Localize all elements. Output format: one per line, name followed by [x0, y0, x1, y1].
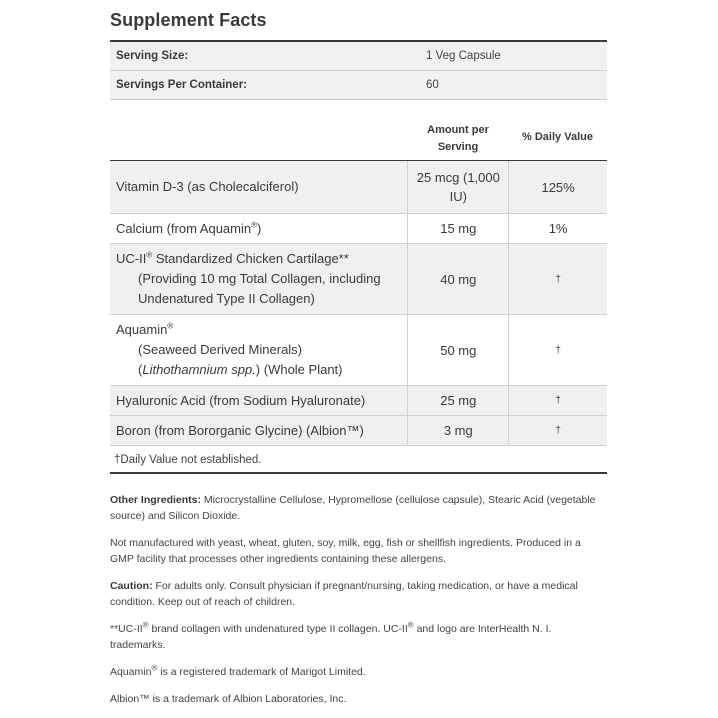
- table-row: [110, 386, 607, 416]
- nutrient-name: Boron (from Bororganic Glycine) (Albion™): [116, 422, 364, 438]
- nutrient-dv: 125%: [508, 161, 607, 213]
- nutrient-amount: 15 mg: [407, 214, 508, 243]
- nutrient-subtext: Undenatured Type II Collagen): [138, 291, 315, 306]
- serving-size-label: Serving Size:: [116, 50, 189, 62]
- other-ingredients: Other Ingredients: Microcrystalline Cellulose, Hypromellose (cellulose capsule), Stearic Acid (vegetable source) and Silicon Dioxide.: [110, 494, 596, 522]
- nutrient-dv: †: [508, 386, 607, 415]
- table-row: [110, 161, 607, 214]
- nutrient-name: Hyaluronic Acid (from Sodium Hyaluronate): [116, 392, 366, 408]
- nutrient-name: Aquamin®: [116, 321, 174, 337]
- nutrient-dv: †: [508, 416, 607, 445]
- daily-value-footnote: †Daily Value not established.: [110, 447, 607, 474]
- nutrient-amount: 40 mg: [407, 244, 508, 314]
- serving-size-value: 1 Veg Capsule: [426, 50, 501, 62]
- albion-trademark-note: Albion™ is a trademark of Albion Laboratories, Inc.: [110, 693, 347, 705]
- page-title: Supplement Facts: [110, 10, 267, 30]
- nutrient-dv: †: [508, 315, 607, 385]
- servings-per-container-label: Servings Per Container:: [116, 79, 248, 91]
- nutrient-amount: 25 mcg (1,000 IU): [407, 161, 508, 213]
- serving-info: [110, 40, 607, 100]
- nutrient-amount: 25 mg: [407, 386, 508, 415]
- nutrient-table: [110, 161, 607, 446]
- ingredient-notes: [110, 492, 607, 718]
- nutrient-name: Calcium (from Aquamin®): [116, 220, 262, 236]
- table-row: [110, 214, 607, 244]
- caution-statement: Caution: For adults only. Consult physician if pregnant/nursing, taking medication, or have a medical condition. Keep out of reach of children.: [110, 580, 578, 608]
- serving-size-row: [110, 42, 607, 71]
- nutrient-subtext: (Providing 10 mg Total Collagen, including: [138, 271, 381, 286]
- daily-value-header: % Daily Value: [522, 131, 593, 143]
- nutrient-subtext: (Lithothamnium spp.) (Whole Plant): [138, 362, 343, 377]
- table-row: [110, 244, 607, 315]
- nutrient-name: Vitamin D-3 (as Cholecalciferol): [116, 179, 299, 194]
- servings-per-container-row: [110, 71, 607, 100]
- nutrient-dv: 1%: [508, 214, 607, 243]
- allergen-statement: Not manufactured with yeast, wheat, gluten, soy, milk, egg, fish or shellfish ingredients. Produced in a GMP facility that processes other ingredients containing these allergens.: [110, 537, 581, 565]
- ucii-trademark-note: **UC-II® brand collagen with undenatured type II collagen. UC-II® and logo are InterHealth N. I. trademarks.: [110, 620, 552, 651]
- nutrient-amount: 50 mg: [407, 315, 508, 385]
- amount-header: Amount per Serving: [427, 124, 489, 153]
- servings-per-container-value: 60: [426, 79, 439, 91]
- nutrient-amount: 3 mg: [407, 416, 508, 445]
- table-row: [110, 315, 607, 386]
- nutrient-name: UC-II® Standardized Chicken Cartilage**: [116, 250, 349, 266]
- nutrient-dv: †: [508, 244, 607, 314]
- nutrient-table-header: [110, 118, 607, 162]
- aquamin-trademark-note: Aquamin® is a registered trademark of Marigot Limited.: [110, 663, 366, 678]
- nutrient-subtext: (Seaweed Derived Minerals): [138, 342, 303, 357]
- table-row: [110, 416, 607, 446]
